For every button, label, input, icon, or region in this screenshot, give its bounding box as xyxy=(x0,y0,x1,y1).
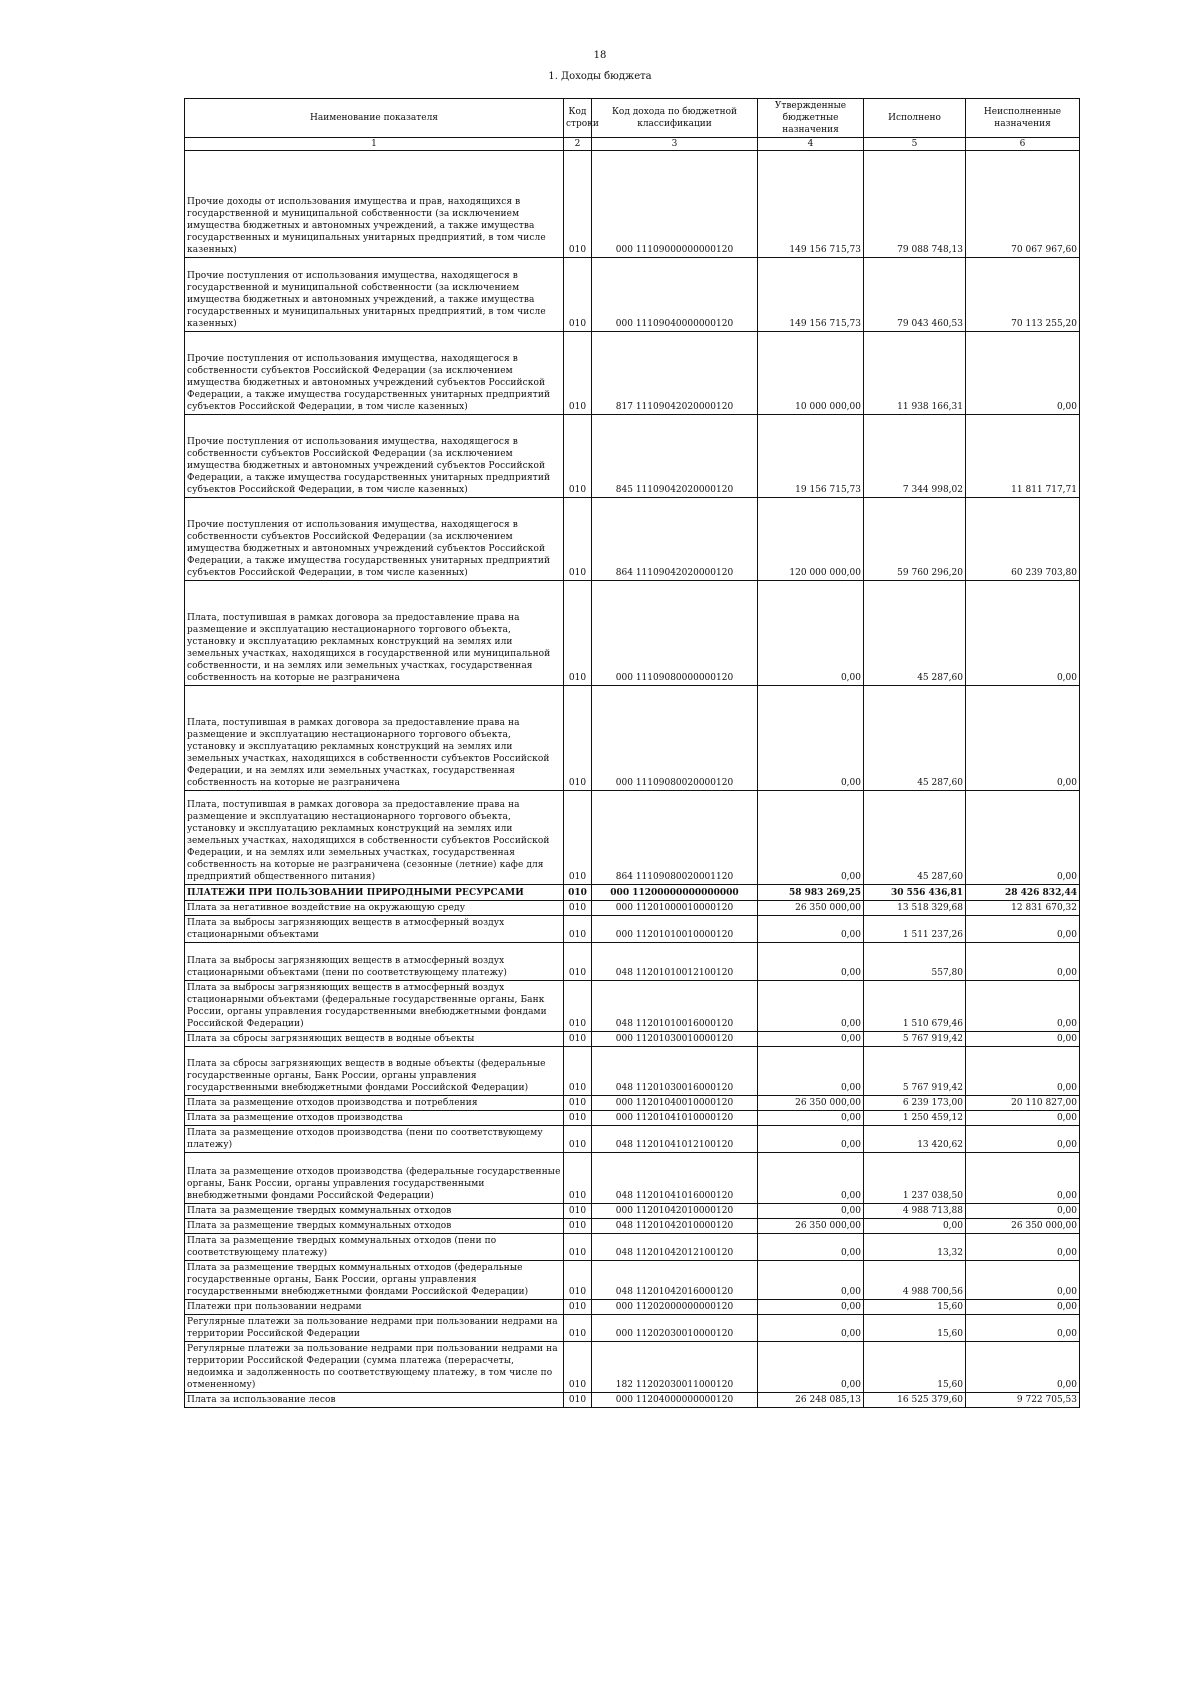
unexecuted-amount-cell: 0,00 xyxy=(966,1261,1080,1300)
income-code-cell: 000 11109040000000120 xyxy=(592,258,758,332)
column-header-income-code: Код дохода по бюджетной классификации xyxy=(592,99,758,138)
executed-amount-cell: 11 938 166,31 xyxy=(864,332,966,415)
table-row xyxy=(185,1342,1080,1393)
approved-amount-cell: 26 350 000,00 xyxy=(758,1096,864,1111)
line-code-cell: 010 xyxy=(564,943,592,981)
income-code-cell: 000 11201040010000120 xyxy=(592,1096,758,1111)
approved-amount-cell: 149 156 715,73 xyxy=(758,258,864,332)
indicator-name-cell: Плата за размещение отходов производства и потребления xyxy=(185,1096,564,1111)
table-row xyxy=(185,1204,1080,1219)
income-code-cell: 000 11201000010000120 xyxy=(592,901,758,916)
table-row xyxy=(185,151,1080,258)
income-code-cell: 000 11204000000000120 xyxy=(592,1393,758,1408)
executed-amount-cell: 5 767 919,42 xyxy=(864,1032,966,1047)
income-code-cell: 048 11201041016000120 xyxy=(592,1153,758,1204)
income-code-cell: 048 11201042010000120 xyxy=(592,1219,758,1234)
unexecuted-amount-cell: 9 722 705,53 xyxy=(966,1393,1080,1408)
table-row xyxy=(185,885,1080,901)
table-row xyxy=(185,1261,1080,1300)
unexecuted-amount-cell: 70 067 967,60 xyxy=(966,151,1080,258)
indicator-name-cell: Плата за размещение твердых коммунальных отходов xyxy=(185,1219,564,1234)
table-row xyxy=(185,1111,1080,1126)
executed-amount-cell: 15,60 xyxy=(864,1342,966,1393)
executed-amount-cell: 1 511 237,26 xyxy=(864,916,966,943)
approved-amount-cell: 0,00 xyxy=(758,1047,864,1096)
indicator-name-cell: Плата за размещение твердых коммунальных отходов xyxy=(185,1204,564,1219)
unexecuted-amount-cell: 0,00 xyxy=(966,1300,1080,1315)
executed-amount-cell: 45 287,60 xyxy=(864,686,966,791)
unexecuted-amount-cell: 0,00 xyxy=(966,1204,1080,1219)
column-number: 3 xyxy=(592,138,758,151)
line-code-cell: 010 xyxy=(564,1111,592,1126)
income-code-cell: 817 11109042020000120 xyxy=(592,332,758,415)
approved-amount-cell: 19 156 715,73 xyxy=(758,415,864,498)
line-code-cell: 010 xyxy=(564,885,592,901)
unexecuted-amount-cell: 0,00 xyxy=(966,916,1080,943)
unexecuted-amount-cell: 0,00 xyxy=(966,1111,1080,1126)
table-header-row xyxy=(185,99,1080,138)
income-code-cell: 864 11109042020000120 xyxy=(592,498,758,581)
column-number-row xyxy=(185,138,1080,151)
indicator-name-cell: Плата за размещение отходов производства (федеральные государственные органы, Банк России, органы управления государственными внебюджетными фондами Российской Федерации) xyxy=(185,1153,564,1204)
approved-amount-cell: 26 350 000,00 xyxy=(758,1219,864,1234)
unexecuted-amount-cell: 0,00 xyxy=(966,1032,1080,1047)
line-code-cell: 010 xyxy=(564,1096,592,1111)
approved-amount-cell: 0,00 xyxy=(758,916,864,943)
column-header-executed: Исполнено xyxy=(864,99,966,138)
line-code-cell: 010 xyxy=(564,981,592,1032)
approved-amount-cell: 0,00 xyxy=(758,791,864,885)
line-code-cell: 010 xyxy=(564,151,592,258)
unexecuted-amount-cell: 0,00 xyxy=(966,1126,1080,1153)
table-body xyxy=(185,151,1080,1408)
income-code-cell: 000 11109080000000120 xyxy=(592,581,758,686)
unexecuted-amount-cell: 0,00 xyxy=(966,1342,1080,1393)
income-code-cell: 048 11201010016000120 xyxy=(592,981,758,1032)
indicator-name-cell: Плата за размещение отходов производства xyxy=(185,1111,564,1126)
unexecuted-amount-cell: 28 426 832,44 xyxy=(966,885,1080,901)
approved-amount-cell: 149 156 715,73 xyxy=(758,151,864,258)
page-number: 18 xyxy=(593,50,607,61)
executed-amount-cell: 45 287,60 xyxy=(864,581,966,686)
executed-amount-cell: 13,32 xyxy=(864,1234,966,1261)
executed-amount-cell: 79 043 460,53 xyxy=(864,258,966,332)
table-row xyxy=(185,581,1080,686)
unexecuted-amount-cell: 60 239 703,80 xyxy=(966,498,1080,581)
approved-amount-cell: 0,00 xyxy=(758,1261,864,1300)
approved-amount-cell: 10 000 000,00 xyxy=(758,332,864,415)
table-row xyxy=(185,901,1080,916)
income-code-cell: 000 11109000000000120 xyxy=(592,151,758,258)
column-header-approved: Утвержденные бюджетные назначения xyxy=(758,99,864,138)
indicator-name-cell: Платежи при пользовании недрами xyxy=(185,1300,564,1315)
indicator-name-cell: Регулярные платежи за пользование недрами при пользовании недрами на территории Российской Федерации (сумма платежа (перерасчеты, недоимка и задолженность по соответствующему платежу, в том числе по отмененному) xyxy=(185,1342,564,1393)
line-code-cell: 010 xyxy=(564,686,592,791)
income-code-cell: 845 11109042020000120 xyxy=(592,415,758,498)
column-number: 1 xyxy=(185,138,564,151)
column-header-name: Наименование показателя xyxy=(185,99,564,138)
executed-amount-cell: 1 510 679,46 xyxy=(864,981,966,1032)
income-code-cell: 048 11201042016000120 xyxy=(592,1261,758,1300)
table-row xyxy=(185,332,1080,415)
line-code-cell: 010 xyxy=(564,1153,592,1204)
approved-amount-cell: 26 350 000,00 xyxy=(758,901,864,916)
line-code-cell: 010 xyxy=(564,1300,592,1315)
indicator-name-cell: Плата за размещение твердых коммунальных отходов (федеральные государственные органы, Банк России, органы управления государственными внебюджетными фондами Российской Федерации) xyxy=(185,1261,564,1300)
executed-amount-cell: 4 988 700,56 xyxy=(864,1261,966,1300)
line-code-cell: 010 xyxy=(564,916,592,943)
line-code-cell: 010 xyxy=(564,415,592,498)
approved-amount-cell: 0,00 xyxy=(758,1204,864,1219)
column-number: 2 xyxy=(564,138,592,151)
line-code-cell: 010 xyxy=(564,1261,592,1300)
line-code-cell: 010 xyxy=(564,332,592,415)
table-row xyxy=(185,1300,1080,1315)
unexecuted-amount-cell: 0,00 xyxy=(966,581,1080,686)
column-number: 5 xyxy=(864,138,966,151)
executed-amount-cell: 13 518 329,68 xyxy=(864,901,966,916)
indicator-name-cell: Плата за выбросы загрязняющих веществ в атмосферный воздух стационарными объектами xyxy=(185,916,564,943)
line-code-cell: 010 xyxy=(564,901,592,916)
indicator-name-cell: Плата за размещение твердых коммунальных отходов (пени по соответствующему платежу) xyxy=(185,1234,564,1261)
column-number: 6 xyxy=(966,138,1080,151)
indicator-name-cell: Плата за сбросы загрязняющих веществ в водные объекты xyxy=(185,1032,564,1047)
income-code-cell: 000 11202000000000120 xyxy=(592,1300,758,1315)
table-row xyxy=(185,686,1080,791)
indicator-name-cell: Плата за размещение отходов производства (пени по соответствующему платежу) xyxy=(185,1126,564,1153)
indicator-name-cell: Прочие поступления от использования имущества, находящегося в собственности субъектов Российской Федерации (за исключением имущества бюджетных и автономных учреждений субъектов Российской Федерации, а также имущества государственных унитарных предприятий субъектов Российской Федерации, в том числе казенных) xyxy=(185,498,564,581)
indicator-name-cell: Прочие поступления от использования имущества, находящегося в собственности субъектов Российской Федерации (за исключением имущества бюджетных и автономных учреждений субъектов Российской Федерации, а также имущества государственных унитарных предприятий субъектов Российской Федерации, в том числе казенных) xyxy=(185,415,564,498)
income-code-cell: 048 11201030016000120 xyxy=(592,1047,758,1096)
indicator-name-cell: Плата, поступившая в рамках договора за предоставление права на размещение и эксплуатацию нестационарного торгового объекта, установку и эксплуатацию рекламных конструкций на землях или земельных участках, находящихся в государственной или муниципальной собственности, и на землях или земельных участках, государственная собственность на которые не разграничена xyxy=(185,581,564,686)
table-row xyxy=(185,498,1080,581)
line-code-cell: 010 xyxy=(564,1342,592,1393)
income-code-cell: 864 11109080020001120 xyxy=(592,791,758,885)
executed-amount-cell: 557,80 xyxy=(864,943,966,981)
unexecuted-amount-cell: 70 113 255,20 xyxy=(966,258,1080,332)
table-row xyxy=(185,916,1080,943)
unexecuted-amount-cell: 20 110 827,00 xyxy=(966,1096,1080,1111)
line-code-cell: 010 xyxy=(564,581,592,686)
executed-amount-cell: 15,60 xyxy=(864,1300,966,1315)
table-row xyxy=(185,1219,1080,1234)
approved-amount-cell: 0,00 xyxy=(758,1300,864,1315)
line-code-cell: 010 xyxy=(564,1204,592,1219)
executed-amount-cell: 5 767 919,42 xyxy=(864,1047,966,1096)
unexecuted-amount-cell: 12 831 670,32 xyxy=(966,901,1080,916)
indicator-name-cell: Плата, поступившая в рамках договора за предоставление права на размещение и эксплуатацию нестационарного торгового объекта, установку и эксплуатацию рекламных конструкций на землях или земельных участках, находящихся в собственности субъектов Российской Федерации, и на землях или земельных участках, государственная собственность на которые не разграничена (сезонные (летние) кафе для предприятий общественного питания) xyxy=(185,791,564,885)
income-code-cell: 000 11109080020000120 xyxy=(592,686,758,791)
income-code-cell: 000 11202030010000120 xyxy=(592,1315,758,1342)
table-title: 1. Доходы бюджета xyxy=(548,71,652,82)
income-code-cell: 048 11201042012100120 xyxy=(592,1234,758,1261)
column-header-unexecuted: Неисполненные назначения xyxy=(966,99,1080,138)
table-row xyxy=(185,791,1080,885)
approved-amount-cell: 0,00 xyxy=(758,1153,864,1204)
indicator-name-cell: ПЛАТЕЖИ ПРИ ПОЛЬЗОВАНИИ ПРИРОДНЫМИ РЕСУРСАМИ xyxy=(185,885,564,901)
indicator-name-cell: Прочие поступления от использования имущества, находящегося в собственности субъектов Российской Федерации (за исключением имущества бюджетных и автономных учреждений субъектов Российской Федерации, а также имущества государственных унитарных предприятий субъектов Российской Федерации, в том числе казенных) xyxy=(185,332,564,415)
approved-amount-cell: 0,00 xyxy=(758,1342,864,1393)
table-row xyxy=(185,1126,1080,1153)
approved-amount-cell: 0,00 xyxy=(758,981,864,1032)
line-code-cell: 010 xyxy=(564,791,592,885)
column-number: 4 xyxy=(758,138,864,151)
approved-amount-cell: 0,00 xyxy=(758,1234,864,1261)
indicator-name-cell: Плата за выбросы загрязняющих веществ в атмосферный воздух стационарными объектами (пени по соответствующему платежу) xyxy=(185,943,564,981)
revenue-table xyxy=(184,98,1080,1408)
approved-amount-cell: 0,00 xyxy=(758,686,864,791)
table-row xyxy=(185,1032,1080,1047)
column-header-line-code: Код строки xyxy=(564,99,592,138)
unexecuted-amount-cell: 0,00 xyxy=(966,1047,1080,1096)
income-code-cell: 048 11201041012100120 xyxy=(592,1126,758,1153)
line-code-cell: 010 xyxy=(564,1047,592,1096)
income-code-cell: 000 11201030010000120 xyxy=(592,1032,758,1047)
approved-amount-cell: 0,00 xyxy=(758,1032,864,1047)
unexecuted-amount-cell: 0,00 xyxy=(966,1234,1080,1261)
income-code-cell: 000 11201041010000120 xyxy=(592,1111,758,1126)
unexecuted-amount-cell: 0,00 xyxy=(966,943,1080,981)
unexecuted-amount-cell: 0,00 xyxy=(966,791,1080,885)
unexecuted-amount-cell: 0,00 xyxy=(966,686,1080,791)
executed-amount-cell: 30 556 436,81 xyxy=(864,885,966,901)
table-row xyxy=(185,1153,1080,1204)
table-row xyxy=(185,943,1080,981)
executed-amount-cell: 1 250 459,12 xyxy=(864,1111,966,1126)
executed-amount-cell: 59 760 296,20 xyxy=(864,498,966,581)
approved-amount-cell: 58 983 269,25 xyxy=(758,885,864,901)
approved-amount-cell: 26 248 085,13 xyxy=(758,1393,864,1408)
line-code-cell: 010 xyxy=(564,498,592,581)
table-row xyxy=(185,1393,1080,1408)
unexecuted-amount-cell: 0,00 xyxy=(966,1153,1080,1204)
income-code-cell: 182 11202030011000120 xyxy=(592,1342,758,1393)
table-row xyxy=(185,1096,1080,1111)
indicator-name-cell: Прочие поступления от использования имущества, находящегося в государственной и муниципальной собственности (за исключением имущества бюджетных и автономных учреждений, а также имущества государственных и муниципальных унитарных предприятий, в том числе казенных) xyxy=(185,258,564,332)
approved-amount-cell: 120 000 000,00 xyxy=(758,498,864,581)
approved-amount-cell: 0,00 xyxy=(758,1315,864,1342)
line-code-cell: 010 xyxy=(564,1126,592,1153)
approved-amount-cell: 0,00 xyxy=(758,943,864,981)
line-code-cell: 010 xyxy=(564,1219,592,1234)
indicator-name-cell: Плата за выбросы загрязняющих веществ в атмосферный воздух стационарными объектами (федеральные государственные органы, Банк России, органы управления государственными внебюджетными фондами Российской Федерации) xyxy=(185,981,564,1032)
executed-amount-cell: 0,00 xyxy=(864,1219,966,1234)
table-row xyxy=(185,415,1080,498)
executed-amount-cell: 45 287,60 xyxy=(864,791,966,885)
indicator-name-cell: Регулярные платежи за пользование недрами при пользовании недрами на территории Российской Федерации xyxy=(185,1315,564,1342)
indicator-name-cell: Прочие доходы от использования имущества и прав, находящихся в государственной и муниципальной собственности (за исключением имущества бюджетных и автономных учреждений, а также имущества государственных и муниципальных унитарных предприятий, в том числе казенных) xyxy=(185,151,564,258)
approved-amount-cell: 0,00 xyxy=(758,581,864,686)
executed-amount-cell: 4 988 713,88 xyxy=(864,1204,966,1219)
income-code-cell: 048 11201010012100120 xyxy=(592,943,758,981)
executed-amount-cell: 7 344 998,02 xyxy=(864,415,966,498)
executed-amount-cell: 13 420,62 xyxy=(864,1126,966,1153)
approved-amount-cell: 0,00 xyxy=(758,1111,864,1126)
table-row xyxy=(185,1315,1080,1342)
approved-amount-cell: 0,00 xyxy=(758,1126,864,1153)
indicator-name-cell: Плата за сбросы загрязняющих веществ в водные объекты (федеральные государственные органы, Банк России, органы управления государственными внебюджетными фондами Российской Федерации) xyxy=(185,1047,564,1096)
executed-amount-cell: 16 525 379,60 xyxy=(864,1393,966,1408)
line-code-cell: 010 xyxy=(564,1032,592,1047)
line-code-cell: 010 xyxy=(564,1393,592,1408)
income-code-cell: 000 11201042010000120 xyxy=(592,1204,758,1219)
executed-amount-cell: 79 088 748,13 xyxy=(864,151,966,258)
indicator-name-cell: Плата за использование лесов xyxy=(185,1393,564,1408)
executed-amount-cell: 15,60 xyxy=(864,1315,966,1342)
unexecuted-amount-cell: 0,00 xyxy=(966,981,1080,1032)
executed-amount-cell: 1 237 038,50 xyxy=(864,1153,966,1204)
line-code-cell: 010 xyxy=(564,258,592,332)
table-row xyxy=(185,258,1080,332)
table-row xyxy=(185,981,1080,1032)
unexecuted-amount-cell: 0,00 xyxy=(966,1315,1080,1342)
unexecuted-amount-cell: 11 811 717,71 xyxy=(966,415,1080,498)
income-code-cell: 000 11201010010000120 xyxy=(592,916,758,943)
unexecuted-amount-cell: 26 350 000,00 xyxy=(966,1219,1080,1234)
table-row xyxy=(185,1234,1080,1261)
line-code-cell: 010 xyxy=(564,1234,592,1261)
income-code-cell: 000 11200000000000000 xyxy=(592,885,758,901)
indicator-name-cell: Плата, поступившая в рамках договора за предоставление права на размещение и эксплуатацию нестационарного торгового объекта, установку и эксплуатацию рекламных конструкций на землях или земельных участках, находящихся в собственности субъектов Российской Федерации, и на землях или земельных участках, государственная собственность на которые не разграничена xyxy=(185,686,564,791)
indicator-name-cell: Плата за негативное воздействие на окружающую среду xyxy=(185,901,564,916)
line-code-cell: 010 xyxy=(564,1315,592,1342)
executed-amount-cell: 6 239 173,00 xyxy=(864,1096,966,1111)
table-row xyxy=(185,1047,1080,1096)
unexecuted-amount-cell: 0,00 xyxy=(966,332,1080,415)
